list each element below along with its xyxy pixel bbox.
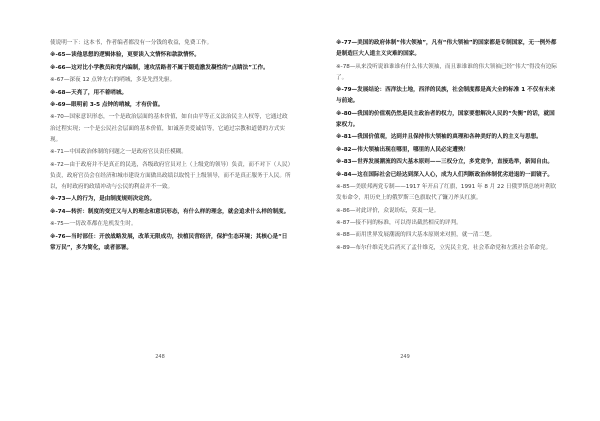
paragraph: ※-73—人的行为，是由制度规则决定的。: [50, 196, 156, 203]
page-number-left: 248: [155, 354, 165, 360]
paragraph: ※-89—布尔什维克先后消灭了孟什维克，立宪民主党，社会革命党和左派社会革命党。: [336, 244, 552, 251]
paragraph: ※-75—一切改革都在危机发生时。: [50, 221, 137, 228]
paragraph: ※-86—对此评价，众说纷纭，莫衷一是。: [336, 207, 440, 214]
paragraph: ※-74—转折：制度的变迁又与人的理念和意识形态，有什么样的理念，就会追求什么样的制度。: [50, 208, 290, 215]
paragraph: ※-68—天亮了，用不着哨城。: [50, 89, 128, 96]
paragraph: ※-67—深夜 12 点钟左右的哨城，多是先烈先驱。: [50, 77, 176, 84]
paragraph: ※-80—我国的价值观仍然是民主政治者的权力，国家要想解决人民的“失衡”的话，就国家权力。: [336, 110, 555, 128]
right-page-text: [336, 38, 558, 254]
paragraph: ※-83—世界发展潮流的四大基本原则——三权分立，多党竞争，直接选举，新闻自由。: [336, 159, 553, 166]
paragraph: ※-87—接不同的标准，可以得出截然相反的评判。: [336, 219, 462, 226]
paragraph: ※-78—从来没听说谁谁谁有什么伟大领袖，而且谁谁谁的伟大领袖已经“伟大”得没有边际了。: [336, 63, 557, 81]
paragraph: ※-79—发展结论：西洋法土地，西洋的民族，社会制度都是高大全的标准 1 不仅有未来与前途。: [336, 87, 556, 105]
paragraph: ※-66—这对比小学教员和党内编制，速攻活路者不属于锻造激发凝性的“点睛法”工作。: [50, 64, 269, 71]
paragraph: ※-71—中国政治体制的问题之一是政府官员责任模糊。: [50, 149, 187, 156]
paragraph: ※-82—伟大领袖出现在哪里，哪里的人民必定遭殃！: [336, 146, 470, 153]
left-page-text: [50, 38, 292, 254]
page-number-right: 249: [400, 354, 410, 360]
paragraph: ※-70—国家意识形态，一个是政治层面的基本价值，如自由平等正义法治民主人权等，它通过政治过程实现；一个是公民社会层面的基本价值，如诚善美爱诚信等，它通过宗教和道德的方式实现。: [50, 114, 288, 143]
paragraph: ※-69—眼明前 3-5 点钟的哨城，才有价值。: [50, 101, 164, 108]
paragraph: ※-88—而用世界发展潮流的四大基本原则来对照，就一清二楚。: [336, 232, 496, 239]
paragraph: ※-85—美联邦两党专制——1917 年开启了红旗，1991 年 8 月 22 日俄罗斯总统叶利钦发布命令，用历史上的俄罗斯三色旗取代了镰刀斧头红旗。: [336, 183, 557, 202]
paragraph: ※-76—当时部任：开放战略发展，改革无限成功，扶植民营经济，保护生态环境；其核心是“日常万民”，多为简化，或者部署。: [50, 233, 288, 251]
paragraph: 使说明一下：这本书，作者编者都没有一分钱的收益，免费工作。: [50, 40, 213, 46]
paragraph: ※-84—这在国际社会已经达到深入人心，成为人们判断政治体制优劣进退的一面镜子。: [336, 171, 553, 178]
paragraph: ※-72—由于政府并不是真正的民选，各级政府官员对上（上级党的领导）负责，而不对下（人民）负责，政府官员会在经济和城市建设方面做出政绩以取悦于上级领导，而不是真正服务于人民。所以，有时政府的政绩冲动与公民的利益并不一致。: [50, 161, 291, 190]
paragraph: ※-65—读他思想的逻辑体验，更要读入文情怀和款款情怀。: [50, 52, 200, 59]
paragraph: ※-81—我国价值观，达到并且保持伟大领袖的真理和各种美好的人的主义与思想。: [336, 134, 542, 141]
right-page: [300, 0, 600, 421]
paragraph: ※-77—美国的政府体制“伟大领袖”，凡有“伟大领袖”的国家都是专制国家，无一例外都是制造巨大人道主义灾难的国家。: [336, 40, 557, 58]
